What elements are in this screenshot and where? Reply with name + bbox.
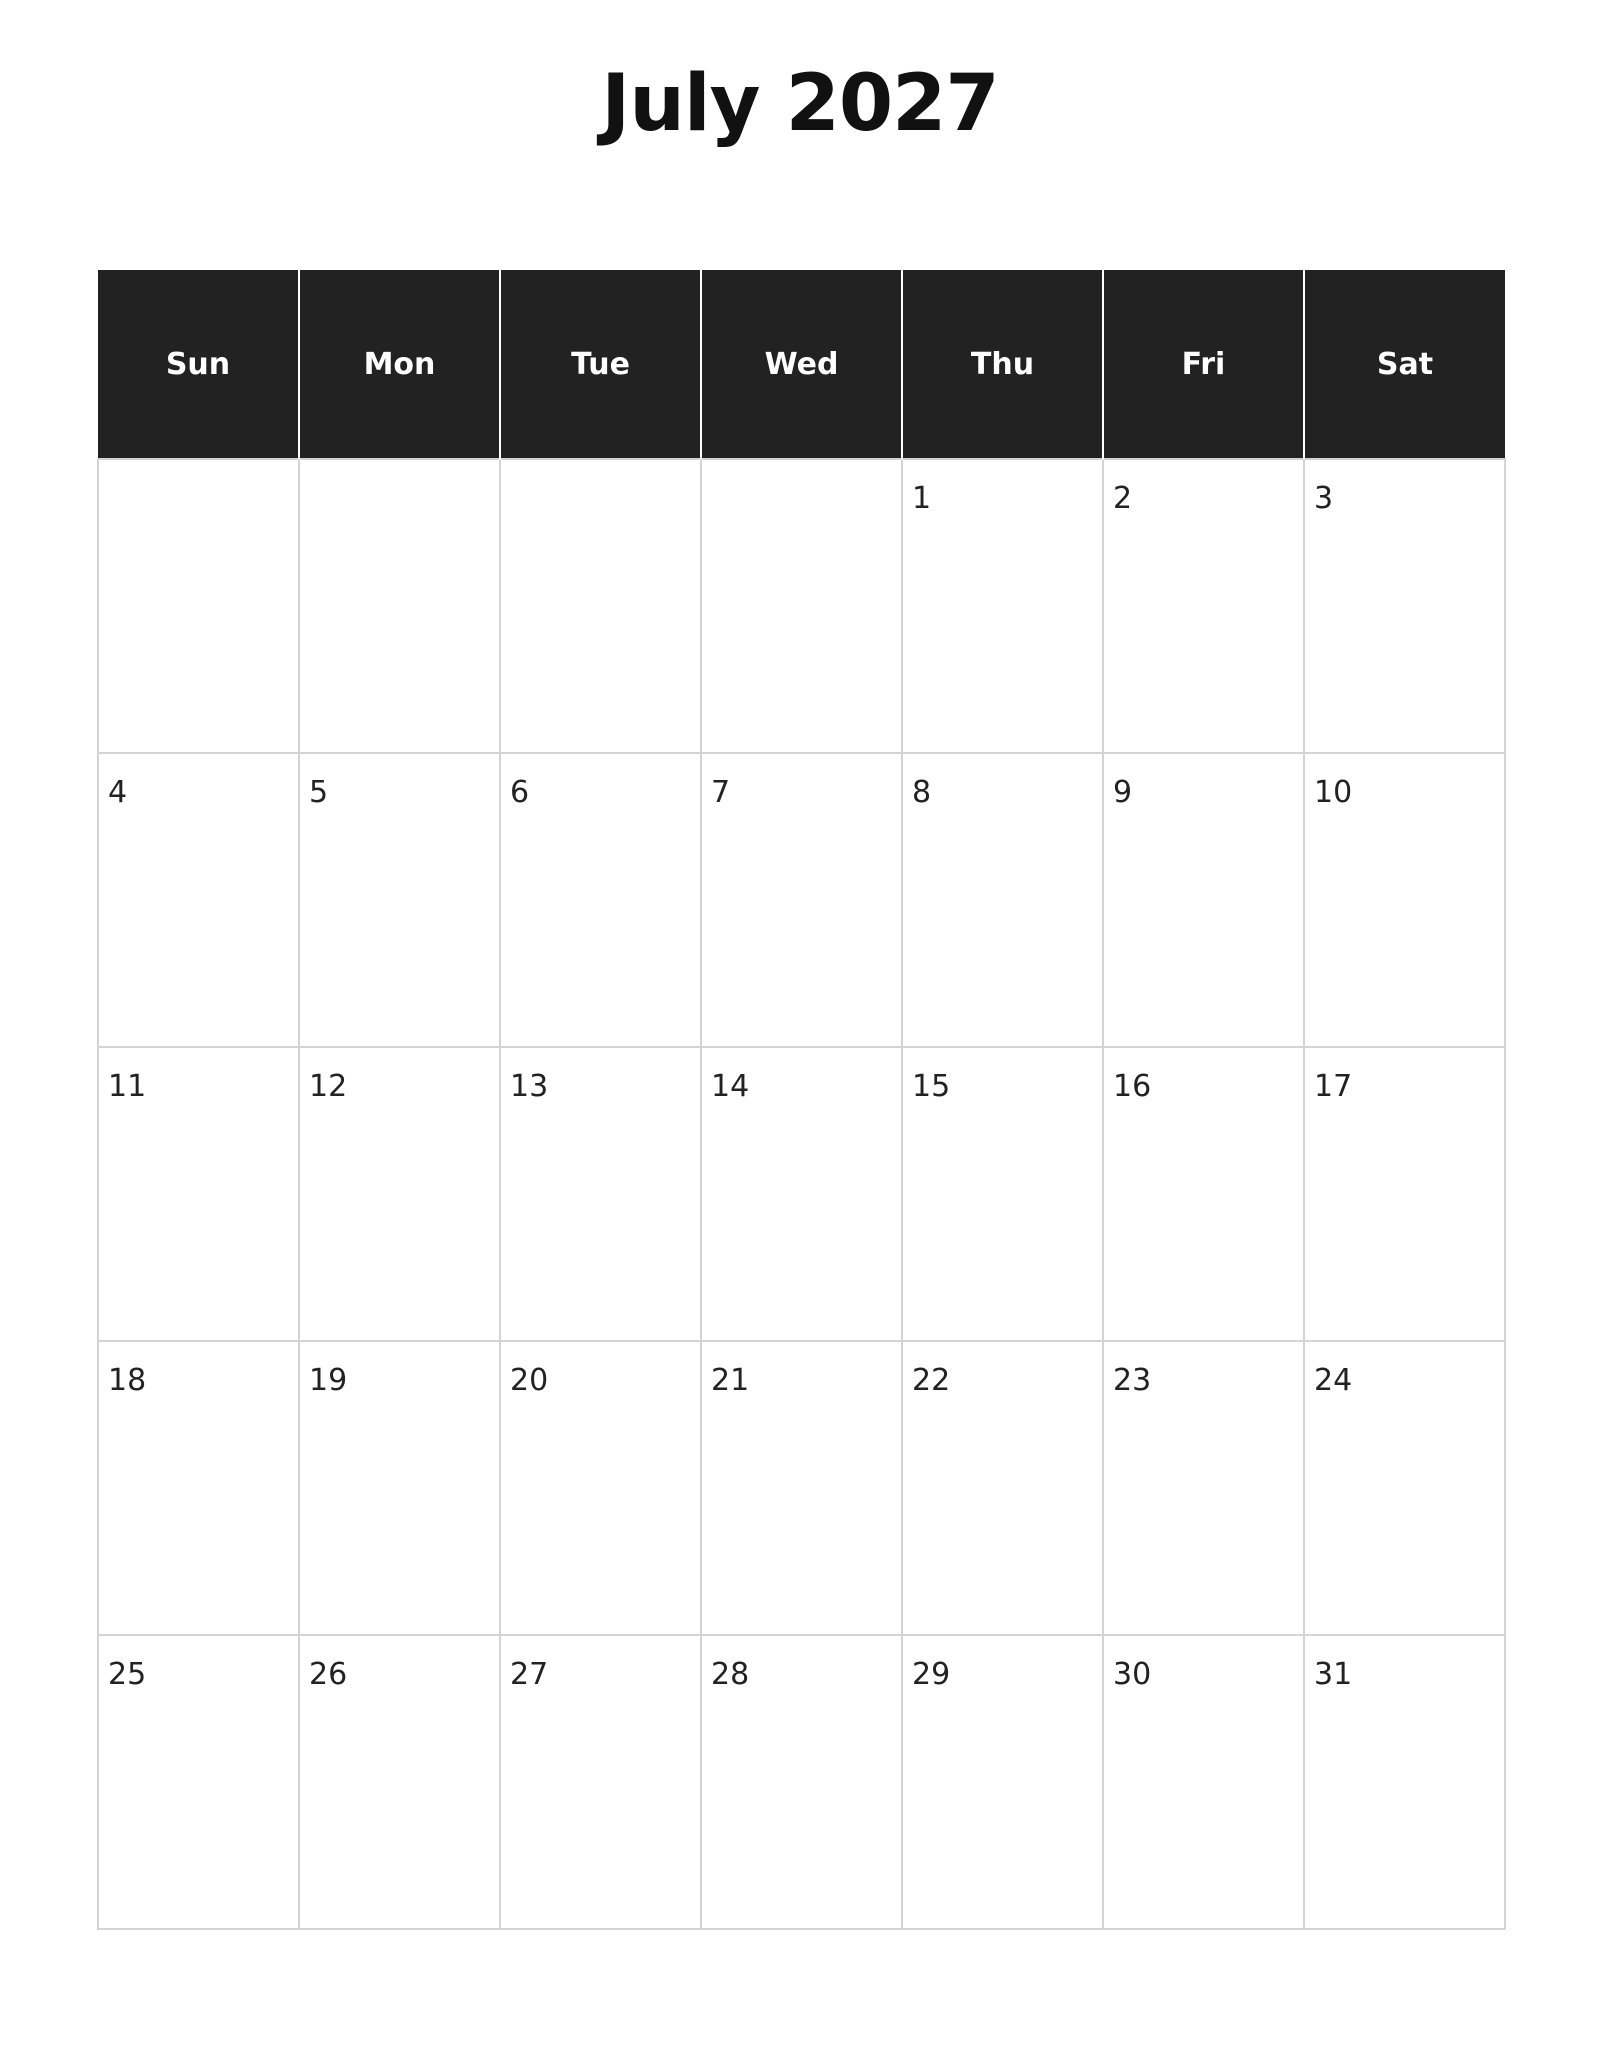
weekday-header-sun: Sun <box>98 270 299 459</box>
day-cell <box>902 753 1103 1047</box>
day-number <box>702 460 901 484</box>
day-cell <box>1304 1341 1505 1635</box>
day-number: 13 <box>510 1069 549 1104</box>
day-number <box>300 460 499 484</box>
day-cell <box>902 1341 1103 1635</box>
week-row <box>98 459 1505 753</box>
day-cell <box>299 1047 500 1341</box>
weekday-header-fri: Fri <box>1103 270 1304 459</box>
day-cell <box>902 1047 1103 1341</box>
day-number: 24 <box>1314 1363 1353 1398</box>
weekday-header-mon: Mon <box>299 270 500 459</box>
day-number: 16 <box>1113 1069 1152 1104</box>
day-cell <box>701 1635 902 1929</box>
day-cell <box>701 753 902 1047</box>
day-number: 14 <box>711 1069 750 1104</box>
day-cell <box>1103 1047 1304 1341</box>
day-cell <box>500 1047 701 1341</box>
weekday-header-tue: Tue <box>500 270 701 459</box>
day-cell <box>98 1635 299 1929</box>
day-number: 26 <box>309 1657 348 1692</box>
day-number: 6 <box>510 775 530 810</box>
day-number: 29 <box>912 1657 951 1692</box>
day-cell <box>902 1635 1103 1929</box>
day-cell <box>701 1047 902 1341</box>
day-number: 7 <box>711 775 731 810</box>
day-number <box>501 460 700 484</box>
day-number: 25 <box>108 1657 147 1692</box>
week-row <box>98 1635 1505 1929</box>
day-number: 3 <box>1314 481 1334 516</box>
week-row <box>98 1047 1505 1341</box>
day-number: 31 <box>1314 1657 1353 1692</box>
day-number: 17 <box>1314 1069 1353 1104</box>
weekday-header-sat: Sat <box>1304 270 1505 459</box>
day-cell <box>98 753 299 1047</box>
day-cell <box>1304 1047 1505 1341</box>
day-cell <box>98 459 299 753</box>
day-cell <box>1103 1635 1304 1929</box>
day-cell <box>299 1635 500 1929</box>
week-row <box>98 753 1505 1047</box>
day-cell <box>1304 459 1505 753</box>
day-cell <box>98 1341 299 1635</box>
day-cell <box>1103 459 1304 753</box>
day-number: 21 <box>711 1363 750 1398</box>
day-cell <box>500 1635 701 1929</box>
day-cell <box>1304 753 1505 1047</box>
day-number: 12 <box>309 1069 348 1104</box>
day-number: 20 <box>510 1363 549 1398</box>
day-cell <box>1103 753 1304 1047</box>
day-number: 8 <box>912 775 932 810</box>
calendar-grid <box>97 270 1506 1930</box>
day-cell <box>500 753 701 1047</box>
day-number: 4 <box>108 775 128 810</box>
day-number: 10 <box>1314 775 1353 810</box>
day-number: 9 <box>1113 775 1133 810</box>
day-cell <box>902 459 1103 753</box>
day-cell <box>1304 1635 1505 1929</box>
day-cell <box>500 1341 701 1635</box>
weekday-header-thu: Thu <box>902 270 1103 459</box>
day-number: 19 <box>309 1363 348 1398</box>
day-cell <box>500 459 701 753</box>
day-cell <box>299 459 500 753</box>
week-row <box>98 1341 1505 1635</box>
weekday-header-row <box>98 270 1505 459</box>
day-number: 15 <box>912 1069 951 1104</box>
weekday-header-wed: Wed <box>701 270 902 459</box>
day-cell <box>299 753 500 1047</box>
day-cell <box>701 1341 902 1635</box>
day-number: 27 <box>510 1657 549 1692</box>
day-number: 18 <box>108 1363 147 1398</box>
day-number <box>99 460 298 484</box>
page-title: July 2027 <box>601 59 999 149</box>
day-cell <box>1103 1341 1304 1635</box>
day-cell <box>299 1341 500 1635</box>
day-number: 11 <box>108 1069 147 1104</box>
day-cell <box>98 1047 299 1341</box>
day-number: 28 <box>711 1657 750 1692</box>
day-number: 2 <box>1113 481 1133 516</box>
day-number: 30 <box>1113 1657 1152 1692</box>
day-number: 23 <box>1113 1363 1152 1398</box>
day-number: 5 <box>309 775 329 810</box>
day-number: 22 <box>912 1363 951 1398</box>
day-number: 1 <box>912 481 932 516</box>
day-cell <box>701 459 902 753</box>
